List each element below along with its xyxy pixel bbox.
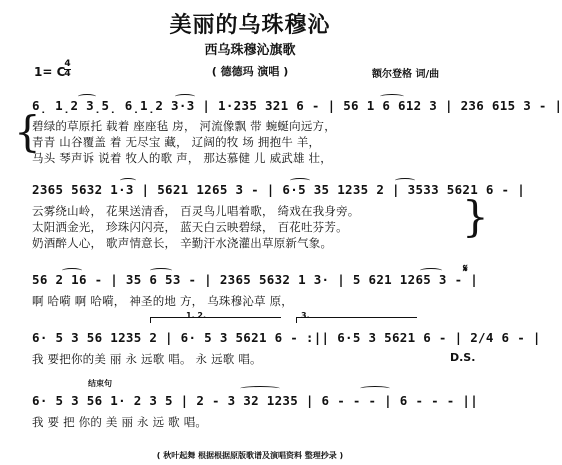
- coda-label: 结束句: [88, 379, 112, 388]
- tie-mark: [360, 386, 390, 391]
- lyric-row-2-verse-3: 奶酒醉人心， 歌声情意长， 辛勤汗水浇灌出草原新气象。: [32, 236, 333, 250]
- volta-bracket-2: [296, 317, 417, 323]
- verse-brace-right: }: [462, 192, 489, 241]
- notation-row-2: 2365 5632 1·3 | 5621 1265 3 - | 6·5 35 1235 2 | 3533 5621 6 - |: [32, 182, 526, 197]
- time-signature: [64, 60, 71, 79]
- lyric-row-2-verse-2: 太阳洒金光， 珍珠闪闪亮， 蓝天白云映碧绿， 百花吐芬芳。: [32, 220, 348, 234]
- lyricist-composer-credit: 额尔登格 词/曲: [372, 69, 440, 80]
- lyric-row-1-verse-3: 马头 琴声诉 说着 牧人的歌 声， 那达慕健 儿 威武雄 壮，: [32, 151, 332, 165]
- song-title: 美丽的乌珠穆沁: [169, 13, 331, 38]
- volta-2-label: 3.: [301, 311, 310, 320]
- notation-row-5: 6· 5 3 56 1· 2 3 5 | 2 - 3 32 1235 | 6 - - - | 6 - - - ||: [32, 393, 479, 408]
- dal-segno-mark: D.S.: [450, 351, 476, 364]
- volta-bracket-1: [150, 317, 281, 323]
- lyric-row-2-verse-1: 云雾绕山岭， 花果送清香， 百灵鸟儿唱着歌， 绮戏在我身旁。: [32, 204, 360, 218]
- volta-1-label: 1. 2.: [186, 311, 206, 320]
- lyric-row-1-verse-1: 碧绿的草原托 载着 座座毡 房， 河流像飘 带 蜿蜒向远方，: [32, 119, 336, 133]
- lyric-row-5: 我 要 把 你的 美 丽 永 远 歌 唱。: [32, 415, 208, 429]
- performer-credit: ( 德德玛 演唱 ): [211, 65, 289, 78]
- notation-row-1: 6̣ 1̣2 3̣5̣ 6̣1̣2 3·3 | 1·235 321 6 - | 56 1 6 612 3 | 236 615 3 - |: [32, 98, 562, 113]
- segno-sign: 𝄋: [463, 262, 468, 275]
- transcription-credit: ( 秋叶起舞 根据根据原版歌谱及演唱资料 整理抄录 ): [156, 451, 344, 460]
- key-signature: 1= C: [34, 65, 66, 79]
- song-subtitle: 西乌珠穆沁旗歌: [204, 43, 296, 58]
- time-signature-bottom: 4: [64, 69, 71, 79]
- lyric-row-3: 啊 哈嗬 啊 哈嗬， 神圣的地 方， 乌珠穆沁草 原，: [32, 294, 293, 308]
- lyric-row-1-verse-2: 青青 山谷覆盖 着 无尽宝 藏， 辽阔的牧 场 拥抱牛 羊，: [32, 135, 321, 149]
- lyric-row-4: 我 要把你的美 丽 永 远歌 唱。 永 远歌 唱。: [32, 352, 262, 366]
- time-signature-top: 4: [64, 59, 71, 69]
- notation-row-4: 6· 5 3 56 1235 2 | 6· 5 3 5621 6 - :|| 6·5 3 5621 6 - | 2/4 6 - |: [32, 330, 541, 345]
- verse-brace-left: {: [14, 107, 41, 156]
- tie-mark: [240, 386, 280, 391]
- notation-row-3: 56 2 16 - | 35 6 53 - | 2365 5632 1 3· | 5 621 1265 3 - |: [32, 272, 479, 287]
